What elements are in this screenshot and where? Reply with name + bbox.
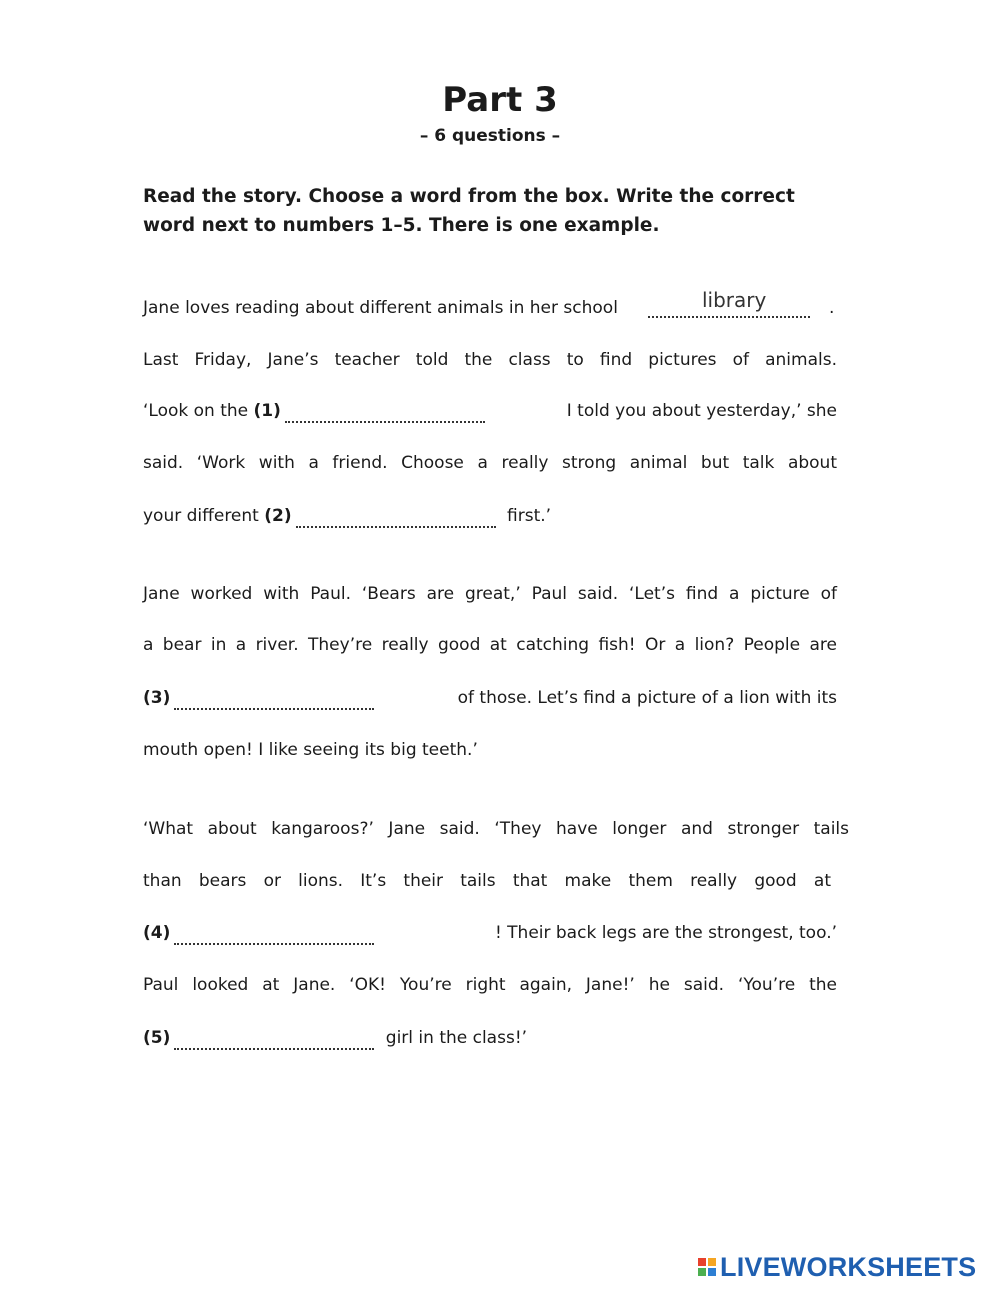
story-line-9: mouth open! I like seeing its big teeth.’: [143, 740, 478, 760]
question-5-label: (5): [143, 1028, 171, 1048]
line3-text: ‘Look on the: [143, 401, 249, 421]
page-title: Part 3: [442, 80, 558, 120]
story-line-6: Jane worked with Paul. ‘Bears are great,’ Paul said. ‘Let’s find a picture of: [143, 584, 837, 604]
brand-name: LIVEWORKSHEETS: [720, 1251, 977, 1282]
story-line-3: [143, 399, 837, 423]
line12-after: ! Their back legs are the strongest, too.’: [494, 923, 837, 943]
liveworksheets-brand: [698, 1252, 976, 1282]
story-line-example: [143, 296, 618, 320]
story-line-4: said. ‘Work with a friend. Choose a really strong animal but talk about: [143, 453, 837, 473]
example-answer: library: [702, 288, 767, 312]
example-answer-line: [648, 316, 810, 318]
story-line-13: Paul looked at Jane. ‘OK! You’re right again, Jane!’ he said. ‘You’re the: [143, 975, 837, 995]
question-4-blank[interactable]: [174, 925, 374, 945]
example-text: Jane loves reading about different animals in her school: [143, 298, 618, 318]
question-2-label: (2): [264, 506, 292, 526]
line5-after: first.’: [507, 506, 552, 526]
line14-after: girl in the class!’: [385, 1028, 528, 1048]
question-1-blank[interactable]: [285, 403, 485, 423]
line8-after: of those. Let’s find a picture of a lion with its: [457, 688, 837, 708]
question-3-label: (3): [143, 688, 171, 708]
question-3-blank[interactable]: [174, 690, 374, 710]
example-period: .: [829, 298, 835, 318]
story-line-10: ‘What about kangaroos?’ Jane said. ‘They have longer and stronger tails: [143, 819, 849, 839]
story-line-8: [143, 686, 837, 710]
liveworksheets-logo-icon: [698, 1258, 716, 1276]
story-line-7: a bear in a river. They’re really good at catching fish! Or a lion? People are: [143, 635, 837, 655]
question-2-blank[interactable]: [296, 508, 496, 528]
story-line-2: Last Friday, Jane’s teacher told the class to find pictures of animals.: [143, 350, 837, 370]
page-subtitle: – 6 questions –: [419, 126, 561, 146]
question-1-label: (1): [253, 401, 281, 421]
question-4-label: (4): [143, 923, 171, 943]
story-line-12: [143, 921, 837, 945]
story-line-5: [143, 504, 551, 528]
line5-text: your different: [143, 506, 259, 526]
question-5-blank[interactable]: [174, 1030, 374, 1050]
story-line-11: than bears or lions. It’s their tails that make them really good at: [143, 871, 831, 891]
instructions: Read the story. Choose a word from the box. Write the correct word next to numbers 1–5. There is one example.: [143, 186, 795, 236]
line3-after: I told you about yesterday,’ she: [566, 401, 837, 421]
story-line-14: [143, 1026, 527, 1050]
